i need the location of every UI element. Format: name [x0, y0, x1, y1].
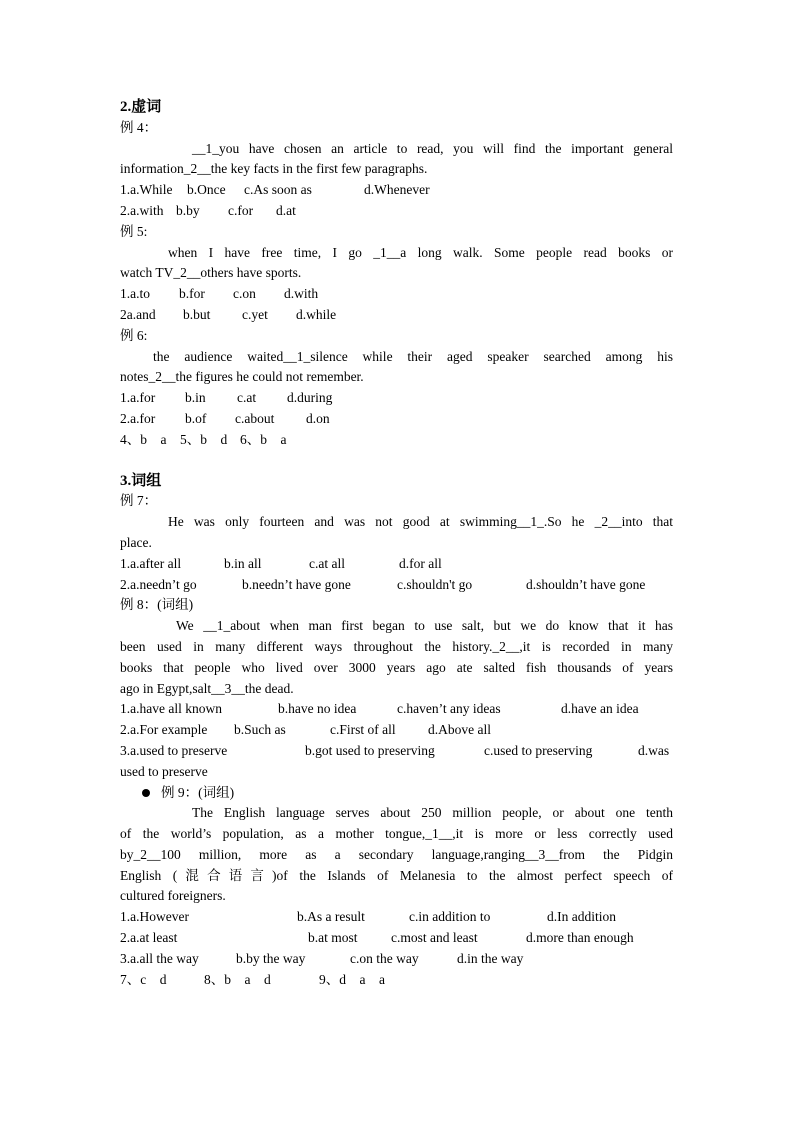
- example-8-text-line2: been used in many different ways throughout the history._2__,it is recorded in many: [120, 638, 673, 654]
- option: c.at: [237, 390, 257, 406]
- spacer: [120, 451, 673, 471]
- option: c.in addition to: [409, 909, 491, 925]
- option: b.but: [183, 306, 211, 322]
- option: 1.a.after all: [120, 555, 182, 571]
- option: c.First of all: [330, 722, 396, 738]
- example-9-text-line3: by_2__100 million, more as a secondary language,ranging__3__from the Pidgin: [120, 846, 673, 862]
- example-9-text-line2: of the world’s population, as a mother tongue,_1__,it is more or less correctly used: [120, 826, 673, 842]
- option: 3.a.all the way: [120, 950, 199, 966]
- option: b.Once: [187, 182, 226, 198]
- example-4-text-line1: __1_you have chosen an article to read, you will find the important general: [192, 140, 673, 156]
- example-5-options-2: [120, 305, 673, 326]
- example-5-options-1: [120, 284, 673, 305]
- option: b.of: [185, 410, 207, 426]
- option: d.with: [284, 286, 319, 302]
- option: d.Above all: [428, 722, 491, 738]
- example-9-options-3: [120, 949, 673, 970]
- example-8-label: 例 8：(词组): [120, 597, 194, 613]
- option: d.was: [638, 742, 670, 758]
- document-page: [120, 97, 673, 990]
- answer: 8、b a d: [204, 971, 271, 987]
- option: d.while: [296, 306, 337, 322]
- option: c.yet: [242, 306, 268, 322]
- option: c.for: [228, 202, 254, 218]
- option: d.In addition: [547, 909, 616, 925]
- example-8-text-line1: We __1_about when man first began to use salt, but we do know that it has: [176, 618, 673, 634]
- option: b.needn’t have gone: [242, 576, 351, 592]
- example-5-text-line1: when I have free time, I go _1__a long walk. Some people read books or: [168, 244, 673, 260]
- answer: 4、b a: [120, 431, 167, 447]
- option: 1.a.However: [120, 909, 189, 925]
- option: 2.a.with: [120, 202, 164, 218]
- example-9-options-2: [120, 928, 673, 949]
- example-9-label-line: [120, 783, 673, 804]
- example-6-options-1: [120, 388, 673, 409]
- option: b.by the way: [236, 950, 306, 966]
- example-4-label: 例 4：: [120, 119, 158, 135]
- section-heading-phrases: 3.词组: [120, 472, 162, 489]
- option: d.during: [287, 390, 333, 406]
- example-4-options-1: [120, 180, 673, 201]
- option: 2.a.For example: [120, 722, 208, 738]
- option: 1.a.have all known: [120, 701, 222, 717]
- example-9-text-line5: cultured foreigners.: [120, 888, 226, 904]
- option: 2.a.at least: [120, 930, 178, 946]
- example-8-options-2: [120, 720, 673, 741]
- option: b.in all: [224, 555, 262, 571]
- option: 1.a.While: [120, 182, 173, 198]
- example-9-label: 例 9：(词组): [161, 784, 235, 800]
- option: c.most and least: [391, 930, 478, 946]
- answer: 5、b d: [180, 431, 228, 447]
- option: c.haven’t any ideas: [397, 701, 501, 717]
- option: d.at: [276, 202, 296, 218]
- option: d.shouldn’t have gone: [526, 576, 646, 592]
- option: b.in: [185, 390, 206, 406]
- example-8-text-line4: ago in Egypt,salt__3__the dead.: [120, 680, 294, 696]
- example-6-text-line2: notes_2__the figures he could not remember.: [120, 369, 364, 385]
- option: c.at all: [309, 555, 345, 571]
- option: 3.a.used to preserve: [120, 742, 228, 758]
- answer: 9、d a a: [319, 971, 385, 987]
- option: d.on: [306, 410, 330, 426]
- example-9-options-1: [120, 907, 673, 928]
- example-8-text-line3: books that people who lived over 3000 years ago ate salted fish thousands of years: [120, 659, 673, 675]
- answer: 6、b a: [240, 431, 287, 447]
- option: d.Whenever: [364, 182, 430, 198]
- example-6-options-2: [120, 409, 673, 430]
- option: b.for: [179, 286, 205, 302]
- option: 2a.and: [120, 306, 156, 322]
- example-7-text-line2: place.: [120, 534, 152, 550]
- option: 1.a.to: [120, 286, 150, 302]
- option: c.about: [235, 410, 275, 426]
- example-8-options-3-continued: used to preserve: [120, 763, 208, 779]
- option: c.shouldn't go: [397, 576, 473, 592]
- example-6-label: 例 6:: [120, 327, 148, 343]
- example-7-label: 例 7：: [120, 493, 158, 509]
- example-4-text-line2: information_2__the key facts in the first few paragraphs.: [120, 161, 428, 177]
- option: b.Such as: [234, 722, 286, 738]
- example-8-options-1: [120, 699, 673, 720]
- option: d.have an idea: [561, 701, 639, 717]
- option: 2.a.needn’t go: [120, 576, 197, 592]
- option: 1.a.for: [120, 390, 156, 406]
- bullet-icon: [142, 789, 150, 797]
- option: d.more than enough: [526, 930, 634, 946]
- example-5-text-line2: watch TV_2__others have sports.: [120, 265, 302, 281]
- option: c.As soon as: [244, 182, 312, 198]
- option: b.got used to preserving: [305, 742, 435, 758]
- section-heading-function-words: 2.虚词: [120, 99, 162, 115]
- example-4-options-2: [120, 201, 673, 222]
- option: b.at most: [308, 930, 358, 946]
- option: b.by: [176, 202, 200, 218]
- option: c.on the way: [350, 950, 419, 966]
- option: c.used to preserving: [484, 742, 593, 758]
- example-8-options-3: [120, 741, 673, 762]
- example-6-text-line1: the audience waited__1_silence while their aged speaker searched among his: [153, 348, 673, 364]
- example-7-text-line1: He was only fourteen and was not good at swimming__1_.So he _2__into that: [168, 514, 673, 530]
- option: d.in the way: [457, 950, 524, 966]
- example-7-options-2: [120, 575, 673, 596]
- example-7-options-1: [120, 554, 673, 575]
- answers-7-9: [120, 970, 673, 991]
- example-9-text-line4: English (混合语言)of the Islands of Melanesia to the almost perfect speech of: [120, 867, 673, 883]
- example-5-label: 例 5:: [120, 223, 148, 239]
- answers-4-6: [120, 430, 673, 451]
- option: c.on: [233, 286, 256, 302]
- option: b.As a result: [297, 909, 365, 925]
- option: 2.a.for: [120, 410, 156, 426]
- option: b.have no idea: [278, 701, 357, 717]
- example-9-text-line1: The English language serves about 250 million people, or about one tenth: [192, 805, 673, 821]
- option: d.for all: [399, 555, 442, 571]
- answer: 7、c d: [120, 971, 167, 987]
